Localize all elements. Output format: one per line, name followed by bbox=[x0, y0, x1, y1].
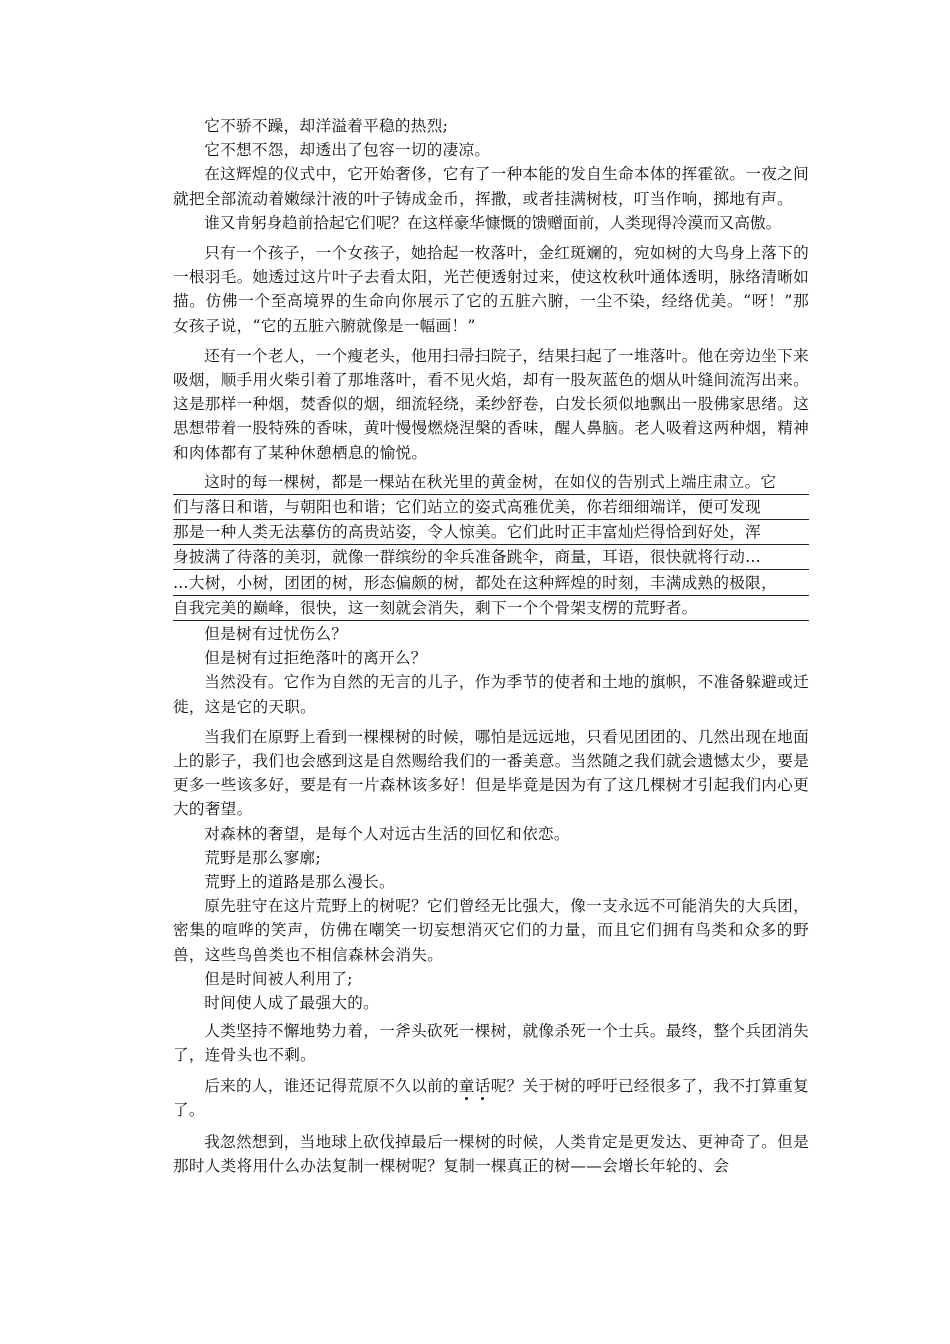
underlined-line: 自我完美的巅峰，很快，这一刻就会消失，剩下一个个骨架支楞的荒野者。 bbox=[173, 597, 809, 621]
underlined-paragraph bbox=[173, 471, 809, 621]
paragraph: 当我们在原野上看到一棵棵树的时候，哪怕是远远地，只看见团团的、几然出现在地面上的影子，我们也会感到这是自然赐给我们的一番美意。当然随之我们就会遗憾太少，要是更多一些该多好，要是有一片森林该多好！但是毕竟是因为有了这几棵树才引起我们内心更大的奢望。 bbox=[173, 727, 809, 819]
text-run: 后来的人，谁还记得荒原不久以前的 bbox=[204, 1076, 459, 1095]
paragraph: 原先驻守在这片荒野上的树呢？它们曾经无比强大，像一支永远不可能消失的大兵团，密集的喧哗的笑声，仿佛在嘲笑一切妄想消灭它们的力量，而且它们拥有鸟类和众多的野兽，这些鸟兽类也不相信森林会消失。 bbox=[173, 897, 809, 964]
underlined-line: 们与落日和谐，与朝阳也和谐；它们站立的姿式高雅优美，你若细细端详，便可发现 bbox=[173, 496, 809, 520]
emphasis-dotted-char: 话 bbox=[474, 1076, 491, 1095]
paragraph: 当然没有。它作为自然的无言的儿子，作为季节的使者和土地的旗帜，不准备躲避或迁徙，这是它的天职。 bbox=[173, 673, 809, 716]
paragraph: 还有一个老人，一个瘦老头，他用扫帚扫院子，结果扫起了一堆落叶。他在旁边坐下来吸烟，顺手用火柴引着了那堆落叶，看不见火焰，却有一股灰蓝色的烟从叶缝间流泻出来。这是那样一种烟，焚香似的烟，细流轻绕，柔纱舒卷，白发长须似地飘出一股佛家思绪。这思想带着一股特殊的香味，黄叶慢慢燃烧涅槃的香味，醒人鼻脑。老人吸着这两种烟，精神和肉体都有了某种休憩栖息的愉悦。 bbox=[173, 346, 809, 462]
underlined-line: 那是一种人类无法摹仿的高贵站姿，令人惊美。它们此时正丰富灿烂得恰到好处，浑 bbox=[173, 521, 809, 545]
underlined-line: 这时的每一棵树，都是一棵站在秋光里的黄金树，在如仪的告别式上端庄肃立。它 bbox=[173, 471, 809, 495]
paragraph: 但是时间被人利用了; bbox=[204, 969, 353, 988]
paragraph: 荒野上的道路是那么漫长。 bbox=[204, 873, 395, 891]
paragraph: 它不想不怨，却透出了包容一切的凄凉。 bbox=[204, 141, 491, 160]
paragraph-with-emphasis bbox=[173, 1074, 809, 1122]
paragraph: 时间使人成了最强大的。 bbox=[204, 994, 380, 1013]
paragraph: 在这辉煌的仪式中，它开始奢侈，它有了一种本能的发自生命本体的挥霍欲。一夜之间就把全部流动着嫩绿汁液的叶子铸成金币，挥撒，或者挂满树枝，叮当作响，掷地有声。 bbox=[173, 165, 809, 208]
text-run: 呢？关于树的呼吁已经很多了，我不打算重复了。 bbox=[173, 1076, 809, 1119]
paragraph: 但是树有过拒绝落叶的离开么？ bbox=[204, 649, 427, 668]
paragraph: 但是树有过忧伤么？ bbox=[204, 624, 348, 643]
emphasis-dotted-char: 童 bbox=[458, 1076, 475, 1095]
paragraph: 谁又肯躬身趋前拾起它们呢？在这样豪华慷慨的馈赠面前，人类现得冷漠而又高傲。 bbox=[204, 213, 782, 232]
document-page bbox=[173, 114, 809, 1178]
underlined-line: …大树，小树，团团的树，形态偏颇的树，都处在这种辉煌的时刻，丰满成熟的极限， bbox=[173, 572, 809, 596]
underlined-line: 身披满了待落的美羽，就像一群缤纷的伞兵准备跳伞，商量，耳语，很快就将行动… bbox=[173, 546, 809, 570]
paragraph: 我忽然想到，当地球上砍伐掉最后一棵树的时候，人类肯定是更发达、更神奇了。但是那时人类将用什么办法复制一棵树呢？复制一棵真正的树——会增长年轮的、会 bbox=[173, 1133, 809, 1176]
paragraph: 荒野是那么寥廓; bbox=[204, 848, 321, 867]
paragraph: 人类坚持不懈地势力着，一斧头砍死一棵树，就像杀死一个士兵。最终，整个兵团消失了，连骨头也不剩。 bbox=[173, 1022, 809, 1065]
paragraph: 对森林的奢望，是每个人对远古生活的回忆和依恋。 bbox=[204, 824, 570, 843]
paragraph: 只有一个孩子，一个女孩子，她拾起一枚落叶，金红斑斓的，宛如树的大鸟身上落下的一根羽毛。她透过这片叶子去看太阳，光芒便透射过来，使这枚秋叶通体透明，脉络清晰如描。仿佛一个至高境界的生命向你展示了它的五脏六腑，一尘不染，经络优美。“呀！”那女孩子说，“它的五脏六腑就像是一幅画！” bbox=[173, 244, 809, 335]
paragraph: 它不骄不躁，却洋溢着平稳的热烈; bbox=[204, 117, 449, 135]
